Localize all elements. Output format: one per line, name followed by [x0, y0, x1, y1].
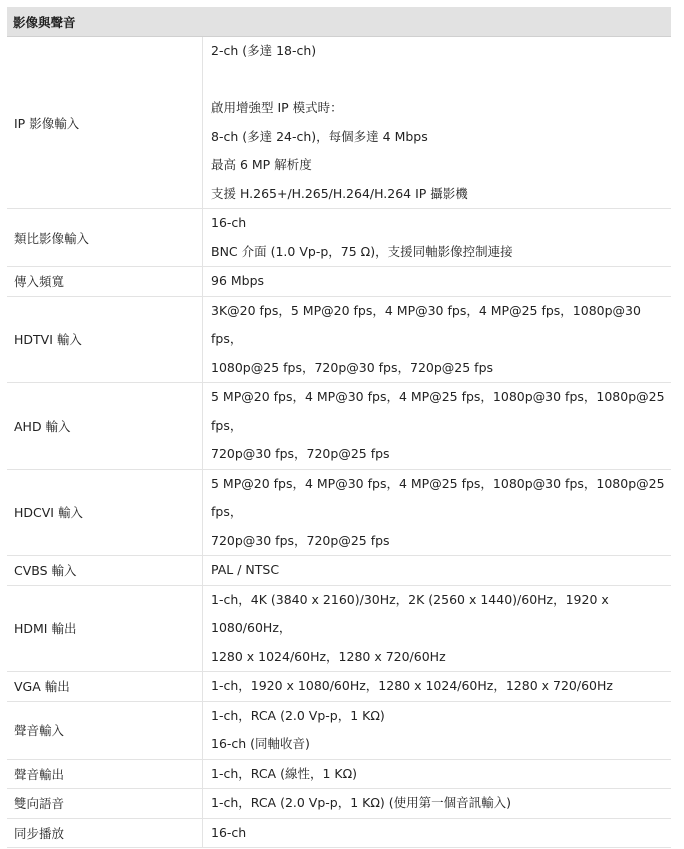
- spec-row: [7, 209, 671, 267]
- spec-row: [7, 759, 671, 789]
- spec-value: [203, 759, 672, 789]
- spec-value: [203, 789, 672, 819]
- spec-value-line: 1080/60Hz，: [211, 620, 292, 635]
- spec-value-line: 720p@30 fps，720p@25 fps: [211, 446, 390, 461]
- spec-row: [7, 701, 671, 759]
- spec-label: HDTVI 輸入: [7, 296, 203, 383]
- spec-value-line: 5 MP@20 fps，4 MP@30 fps，4 MP@25 fps，1080p@30 fps，1080p@25: [211, 389, 665, 404]
- spec-value: [203, 383, 672, 470]
- spec-label: CVBS 輸入: [7, 556, 203, 586]
- spec-value-line: fps，: [211, 504, 243, 519]
- spec-row: [7, 818, 671, 848]
- spec-label: 雙向語音: [7, 789, 203, 819]
- spec-value-line: 16-ch: [211, 215, 247, 230]
- spec-value-line: 1-ch，RCA (2.0 Vp-p，1 KΩ) (使用第一個音訊輸入): [211, 795, 512, 810]
- spec-value: [203, 672, 672, 702]
- spec-value: [203, 818, 672, 848]
- spec-value-line: 720p@30 fps，720p@25 fps: [211, 532, 390, 548]
- spec-value-line: 16-ch (同軸收音): [211, 736, 310, 751]
- spec-row: [7, 469, 671, 556]
- spec-label: 傳入頻寬: [7, 267, 203, 297]
- spec-label: 類比影像輸入: [7, 209, 203, 267]
- spec-label: AHD 輸入: [7, 383, 203, 470]
- spec-value-line: 1-ch，RCA (2.0 Vp-p，1 KΩ): [211, 707, 385, 723]
- spec-value-line: fps，: [211, 331, 243, 346]
- spec-row: [7, 556, 671, 586]
- spec-value-line: 8-ch (多達 24-ch)，每個多達 4 Mbps: [211, 128, 428, 144]
- spec-value: [203, 556, 672, 586]
- spec-value-line: 5 MP@20 fps，4 MP@30 fps，4 MP@25 fps，1080p@30 fps，1080p@25: [211, 475, 665, 491]
- spec-row: [7, 383, 671, 470]
- spec-value-line: fps，: [211, 417, 243, 433]
- spec-row: [7, 789, 671, 819]
- spec-row: [7, 585, 671, 672]
- spec-sheet: [7, 7, 671, 848]
- spec-label: VGA 輸出: [7, 672, 203, 702]
- spec-value: [203, 37, 672, 209]
- spec-value-line: 支援 H.265+/H.265/H.264/H.264 IP 攝影機: [211, 185, 468, 201]
- spec-value-line: 1-ch，4K (3840 x 2160)/30Hz，2K (2560 x 1440)/60Hz，1920 x: [211, 591, 609, 607]
- spec-value-line: 啟用增強型 IP 模式時：: [211, 100, 343, 115]
- spec-value-line: 1-ch，1920 x 1080/60Hz，1280 x 1024/60Hz，1280 x 720/60Hz: [211, 678, 613, 693]
- spec-value-line: 1280 x 1024/60Hz，1280 x 720/60Hz: [211, 648, 446, 664]
- spec-label: 同步播放: [7, 818, 203, 848]
- section-header: 影像與聲音: [7, 7, 671, 37]
- spec-value-line: 96 Mbps: [211, 273, 265, 288]
- spec-row: [7, 267, 671, 297]
- spec-row: [7, 672, 671, 702]
- spec-label: IP 影像輸入: [7, 37, 203, 209]
- spec-value: [203, 209, 672, 267]
- spec-value: [203, 267, 672, 297]
- spec-value: [203, 296, 672, 383]
- spec-row: [7, 37, 671, 209]
- spec-value-line: PAL / NTSC: [211, 562, 280, 577]
- spec-value-line: 16-ch: [211, 824, 247, 840]
- spec-value-line: 1080p@25 fps，720p@30 fps，720p@25 fps: [211, 359, 494, 375]
- spec-value-line: 2-ch (多達 18-ch): [211, 43, 317, 58]
- spec-value-spacer: [211, 66, 671, 95]
- spec-table-body: [7, 37, 671, 848]
- spec-value-line: 3K@20 fps，5 MP@20 fps，4 MP@30 fps，4 MP@25 fps，1080p@30: [211, 302, 641, 318]
- spec-value: [203, 585, 672, 672]
- spec-label: HDMI 輸出: [7, 585, 203, 672]
- spec-value-line: 最高 6 MP 解析度: [211, 157, 312, 172]
- spec-value-line: 1-ch，RCA (線性，1 KΩ): [211, 765, 358, 781]
- spec-label: 聲音輸入: [7, 701, 203, 759]
- spec-value: [203, 469, 672, 556]
- spec-label: 聲音輸出: [7, 759, 203, 789]
- spec-value: [203, 701, 672, 759]
- spec-row: [7, 296, 671, 383]
- spec-label: HDCVI 輸入: [7, 469, 203, 556]
- spec-table: [7, 37, 671, 848]
- spec-value-line: BNC 介面 (1.0 Vp-p，75 Ω)，支援同軸影像控制連接: [211, 243, 513, 259]
